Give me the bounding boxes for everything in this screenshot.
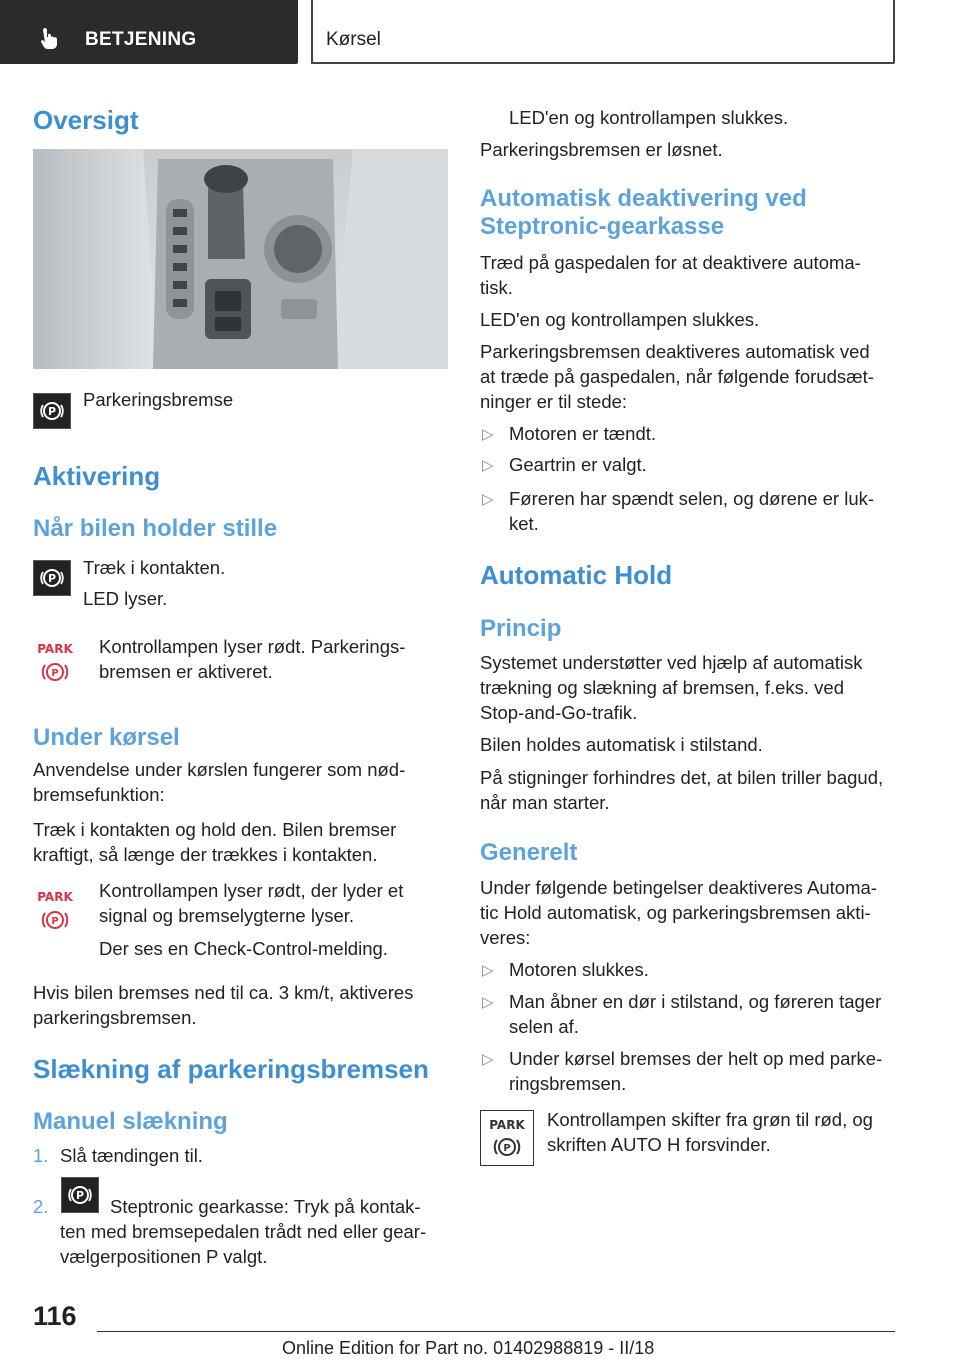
auto-deak-heading-l1: Automatisk deaktivering ved [480, 185, 807, 212]
top-l1: LED'en og kontrollampen slukkes. [509, 107, 789, 128]
manuel-heading: Manuel slækning [33, 1108, 228, 1135]
svg-text:P: P [47, 572, 57, 585]
hand-icon [38, 26, 62, 50]
step2-number: 2. [33, 1196, 49, 1217]
auto-deak-p3-l3: ninger er til stede: [480, 391, 628, 412]
list-item-cont: selen af. [509, 1016, 579, 1037]
list-item: Under kørsel bremses der helt op med parke- [509, 1048, 883, 1069]
svg-text:P: P [75, 1189, 85, 1202]
auto-hold-heading: Automatic Hold [480, 560, 673, 590]
park3-text2: skriften AUTO H forsvinder. [547, 1134, 771, 1155]
step2-text-l1: Steptronic gearkasse: Tryk på kontak- [110, 1196, 421, 1217]
svg-text:PARK: PARK [489, 1118, 525, 1132]
bullet-triangle-icon: ▷ [482, 962, 494, 979]
svg-text:P: P [503, 1143, 511, 1154]
auto-deak-p1-l2: tisk. [480, 277, 513, 298]
auto-deak-p2: LED'en og kontrollampen slukkes. [480, 309, 760, 330]
bullet-triangle-icon: ▷ [482, 994, 494, 1011]
park3-text1: Kontrollampen skifter fra grøn til rød, og [547, 1109, 873, 1130]
princip-p1-l2: trækning og slækning af bremsen, f.eks. ved [480, 677, 845, 698]
stille-heading: Når bilen holder stille [33, 515, 278, 542]
list-item: Motoren slukkes. [509, 959, 649, 980]
list-item: Motoren er tændt. [509, 423, 657, 444]
korsel-p2-l2: kraftigt, så længe der trækkes i kontakten. [33, 844, 378, 865]
princip-p1-l3: Stop-and-Go-trafik. [480, 702, 638, 723]
section-tab [0, 0, 298, 64]
stille-line1: Træk i kontakten. [83, 557, 226, 578]
stille-line2: LED lyser. [83, 588, 168, 609]
princip-p2: Bilen holdes automatisk i stilstand. [480, 734, 763, 755]
generelt-p-l3: veres: [480, 927, 531, 948]
bullet-triangle-icon: ▷ [482, 491, 494, 508]
list-item-cont: ringsbremsen. [509, 1073, 627, 1094]
list-item: Man åbner en dør i stilstand, og føreren tager [509, 991, 882, 1012]
hvis-l2: parkeringsbremsen. [33, 1007, 197, 1028]
park-auto-hold-icon [480, 1110, 534, 1166]
park2-text3: Der ses en Check-Control-melding. [99, 938, 388, 959]
park-text1: Kontrollampen lyser rødt. Parkerings- [99, 636, 406, 657]
auto-deak-heading-l2: Steptronic-gearkasse [480, 213, 725, 240]
top-l2: Parkeringsbremsen er løsnet. [480, 139, 723, 160]
step1-number: 1. [33, 1145, 49, 1166]
svg-text:PARK: PARK [37, 890, 73, 904]
generelt-p-l2: tic Hold automatisk, og parkeringsbremsen akti- [480, 902, 871, 923]
korsel-p1-l2: bremsefunktion: [33, 784, 165, 805]
svg-text:P: P [51, 668, 59, 679]
park-warning-icon [33, 888, 77, 936]
parking-brake-photo [33, 149, 448, 369]
page-number: 116 [33, 1301, 77, 1331]
princip-p1-l1: Systemet understøtter ved hjælp af automatisk [480, 652, 863, 673]
korsel-p1-l1: Anvendelse under kørslen fungerer som nød- [33, 759, 406, 780]
slaek-heading: Slækning af parkeringsbremsen [33, 1054, 429, 1084]
auto-deak-p3-l1: Parkeringsbremsen deaktiveres automatisk ved [480, 341, 870, 362]
park2-text2: signal og bremselygterne lyser. [99, 905, 355, 926]
park-warning-icon [33, 640, 77, 688]
park-text2: bremsen er aktiveret. [99, 661, 273, 682]
footer-divider [97, 1331, 895, 1332]
parking-brake-icon [33, 560, 71, 596]
section-label: BETJENING [85, 29, 197, 50]
generelt-heading: Generelt [480, 839, 578, 866]
bullet-triangle-icon: ▷ [482, 1051, 494, 1068]
chapter-label: Kørsel [326, 29, 381, 50]
bullet-triangle-icon: ▷ [482, 426, 494, 443]
edition-text: Online Edition for Part no. 01402988819 - II/18 [282, 1338, 655, 1358]
svg-text:P: P [47, 405, 57, 418]
auto-deak-p3-l2: at træde på gaspedalen, når følgende forudsæt- [480, 366, 874, 387]
auto-deak-p1-l1: Træd på gaspedalen for at deaktivere automa- [480, 252, 861, 273]
princip-p3-l2: når man starter. [480, 792, 610, 813]
list-item-cont: ket. [509, 513, 539, 534]
step1-text: Slå tændingen til. [60, 1145, 203, 1166]
aktivering-heading: Aktivering [33, 461, 161, 491]
hvis-l1: Hvis bilen bremses ned til ca. 3 km/t, aktiveres [33, 982, 414, 1003]
parking-brake-icon [33, 393, 71, 429]
korsel-heading: Under kørsel [33, 724, 180, 751]
princip-p3-l1: På stigninger forhindres det, at bilen triller bagud, [480, 767, 884, 788]
list-item: Føreren har spændt selen, og dørene er luk- [509, 488, 875, 509]
korsel-p2-l1: Træk i kontakten og hold den. Bilen bremser [33, 819, 397, 840]
princip-heading: Princip [480, 615, 562, 642]
chapter-tab [311, 0, 895, 64]
step2-text-l3: vælgerpositionen P valgt. [60, 1246, 268, 1267]
list-item: Geartrin er valgt. [509, 454, 647, 475]
step2-text-l2: ten med bremsepedalen trådt ned eller gear- [60, 1221, 427, 1242]
bullet-triangle-icon: ▷ [482, 457, 494, 474]
photo-caption: Parkeringsbremse [83, 389, 234, 410]
parking-brake-icon [61, 1177, 99, 1213]
oversigt-heading: Oversigt [33, 105, 139, 135]
svg-text:PARK: PARK [37, 642, 73, 656]
park2-text1: Kontrollampen lyser rødt, der lyder et [99, 880, 404, 901]
generelt-p-l1: Under følgende betingelser deaktiveres Automa- [480, 877, 877, 898]
svg-text:P: P [51, 916, 59, 927]
